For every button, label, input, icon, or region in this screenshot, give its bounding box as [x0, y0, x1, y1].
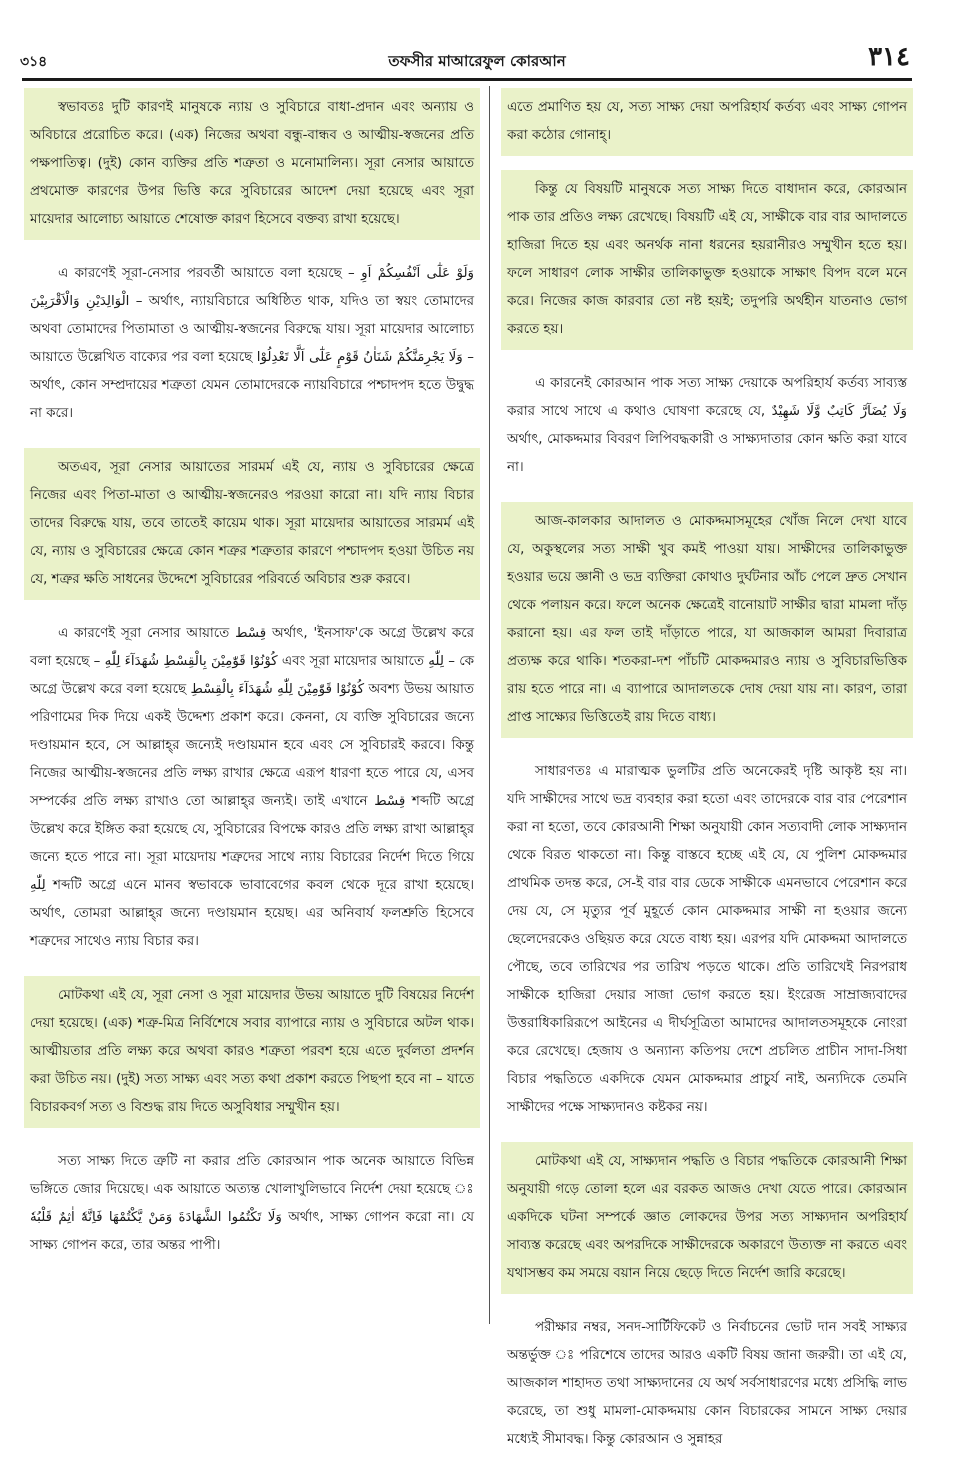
- header-rule: [22, 78, 912, 81]
- paragraph: মোটকথা এই যে, সাক্ষ্যদান পদ্ধতি ও বিচার পদ্ধতিকে কোরআনী শিক্ষা অনুযায়ী গড়ে তোলা হলে এর বরকত আজও দেখা যেতে পারে। কোরআন একদিকে ঘটনা সম্পর্কে জ্ঞাত লোকদের উপর সত্য সাক্ষ্যদান অপরিহার্য সাব্যস্ত করেছে এবং অপরদিকে সাক্ষীদেরকে অকারণে উত্যক্ত না করতে এবং যথাসম্ভব কম সময়ে বয়ান নিয়ে ছেড়ে দিতে নির্দেশ জারি করেছে।: [501, 1142, 913, 1294]
- paragraph: স্বভাবতঃ দুটি কারণই মানুষকে ন্যায় ও সুবিচারে বাধা-প্রদান এবং অন্যায় ও অবিচারে প্ররোচিত করে। (এক) নিজের অথবা বন্ধু-বান্ধব ও আত্মীয়-স্বজনের প্রতি পক্ষপাতিত্ব। (দুই) কোন ব্যক্তির প্রতি শত্রুতা ও মনোমালিন্য। সূরা নেসার আয়াতে প্রথমোক্ত কারণের উপর ভিত্তি করে সুবিচারের আদেশ দেয়া হয়েছে এবং সূরা মায়েদার আলোচ্য আয়াতে শেষোক্ত কারণ হিসেবে বক্তব্য রাখা হয়েছে।: [24, 88, 480, 240]
- page-number-bengali: ৩১৪: [20, 54, 48, 70]
- paragraph: আজ-কালকার আদালত ও মোকদ্দমাসমূহের খোঁজ নিলে দেখা যাবে যে, অকুস্থলের সত্য সাক্ষী খুব কমই পাওয়া যায়। সাক্ষীদের তালিকাভুক্ত হওয়ার ভয়ে জ্ঞানী ও ভদ্র ব্যক্তিরা কোথাও দুর্ঘটনার আঁচ পেলে দ্রুত সেখান থেকে পলায়ন করে। ফলে অনেক ক্ষেত্রেই বানোয়াট সাক্ষীর দ্বারা মামলা দাঁড় করানো হয়। এর ফল তাই দাঁড়াতে পারে, যা আজকাল আমরা দিবারাত্র প্রত্যক্ষ করে থাকি। শতকরা-দশ পাঁচটি মোকদ্দমারও ন্যায় ও সুবিচারভিত্তিক রায় হতে পারে না। এ ব্যাপারে আদালতকে দোষ দেয়া যায় না। কারণ, তারা প্রাপ্ত সাক্ষ্যের ভিত্তিতেই রায় দিতে বাধ্য।: [501, 502, 913, 738]
- paragraph: এ কারনেই কোরআন পাক সত্য সাক্ষ্য দেয়াকে অপরিহার্য কর্তব্য সাব্যস্ত করার সাথে সাথে এ কথাও ঘোষণা করেছে যে, وَلَا يُضَآرَّ كَاتِبٌ وَّلَا شَهِيْدٌ অর্থাৎ, মোকদ্দমার বিবরণ লিপিবদ্ধকারী ও সাক্ষ্যদাতার কোন ক্ষতি করা যাবে না।: [507, 376, 907, 475]
- paragraph: এতে প্রমাণিত হয় যে, সত্য সাক্ষ্য দেয়া অপরিহার্য কর্তব্য এবং সাক্ষ্য গোপন করা কঠোর গোনাহ্।: [501, 88, 913, 156]
- page-number-arabic: ٣١٤: [868, 42, 910, 72]
- right-column: [501, 88, 913, 1447]
- paragraph: পরীক্ষার নম্বর, সনদ-সার্টিফিকেট ও নির্বাচনের ভোট দান সবই সাক্ষ্যর অন্তর্ভুক্ত ঃ পরিশেষে তাদের আরও একটি বিষয় জানা জরুরী। তা এই যে, আজকাল শাহাদত তথা সাক্ষ্যদানের যে অর্থ সর্বসাধারণের মধ্যে প্রসিদ্ধি লাভ করেছে, তা শুধু মামলা-মোকদ্দমায় কোন বিচারকের সামনে সাক্ষ্য দেয়ার মধ্যেই সীমাবদ্ধ। কিন্তু কোরআন ও সুন্নাহর: [507, 1320, 907, 1447]
- column-divider: [489, 86, 490, 1324]
- paragraph: এ কারণেই সূরা নেসার আয়াতে قِسْط অর্থাৎ, 'ইনসাফ'কে অগ্রে উল্লেখ করে বলা হয়েছে – كُوْنُوْا قَوّٰمِيْنَ بِالْقِسْطِ شُهَدَآءَ لِلّٰهِ এবং সূরা মায়েদার আয়াতে لِلّٰهِ – কে অগ্রে উল্লেখ করে বলা হয়েছে كُوْنُوْا قَوّٰمِيْنَ لِلّٰهِ شُهَدَآءَ بِالْقِسْطِ অবশ্য উভয় আয়াত পরিণামের দিক দিয়ে একই উদ্দেশ্য প্রকাশ করে। কেননা, যে ব্যক্তি সুবিচারের জন্যে দণ্ডায়মান হবে, সে আল্লাহ্‌র জন্যেই দণ্ডায়মান হবে এবং সে সুবিচারই করবে। কিন্তু নিজের আত্মীয়-স্বজনের প্রতি লক্ষ্য রাখার ক্ষেত্রে এরূপ ধারণা হতে পারে যে, এসব সম্পর্কের প্রতি লক্ষ্য রাখাও তো আল্লাহ্‌র জন্যই। তাই এখানে قِسْط শব্দটি অগ্রে উল্লেখ করে ইঙ্গিত করা হয়েছে যে, সুবিচারের বিপক্ষে কারও প্রতি লক্ষ্য রাখা আল্লাহ্‌র জন্যে হতে পারে না। সূরা মায়েদায় শত্রুদের সাথে ন্যায় বিচারের নির্দেশ দিতে গিয়ে لِلّٰهِ শব্দটি অগ্রে এনে মানব স্বভাবকে ভাবাবেগের কবল থেকে দূরে রাখা হয়েছে। অর্থাৎ, তোমরা আল্লাহ্‌র জন্যে দণ্ডায়মান হয়েছ। এর অনিবার্য ফলশ্রুতি হিসেবে শত্রুদের সাথেও ন্যায় বিচার কর।: [30, 626, 474, 949]
- paragraph: সত্য সাক্ষ্য দিতে ত্রুটি না করার প্রতি কোরআন পাক অনেক আয়াতে বিভিন্ন ভঙ্গিতে জোর দিয়েছে। এক আয়াতে অত্যন্ত খোলাখুলিভাবে নির্দেশ দেয়া হয়েছে ঃ وَلَا تَكْتُمُوا الشَّهَادَةَ وَمَنْ يَّكْتُمْهَا فَاِنَّهٗٓ اٰثِمٌ قَلْبُهٗ অর্থাৎ, সাক্ষ্য গোপন করো না। যে সাক্ষ্য গোপন করে, তার অন্তর পাপী।: [30, 1154, 474, 1253]
- paragraph: কিন্তু যে বিষয়টি মানুষকে সত্য সাক্ষ্য দিতে বাধাদান করে, কোরআন পাক তার প্রতিও লক্ষ্য রেখেছে। বিষয়টি এই যে, সাক্ষীকে বার বার আদালতে হাজিরা দিতে হয় এবং অনর্থক নানা ধরনের হয়রানীরও সম্মুখীন হতে হয়। ফলে সাধারণ লোক সাক্ষীর তালিকাভুক্ত হওয়াকে সাক্ষাৎ বিপদ বলে মনে করে। নিজের কাজ কারবার তো নষ্ট হয়ই; তদুপরি অর্থহীন যাতনাও ভোগ করতে হয়।: [501, 170, 913, 350]
- left-column: [24, 88, 480, 1320]
- page-header: [0, 38, 954, 74]
- paragraph: অতএব, সূরা নেসার আয়াতের সারমর্ম এই যে, ন্যায় ও সুবিচারের ক্ষেত্রে নিজের এবং পিতা-মাতা ও আত্মীয়-স্বজনেরও পরওয়া কারো না। যদি ন্যায় বিচার তাদের বিরুদ্ধে যায়, তবে তাতেই কায়েম থাক। সূরা মায়েদার আয়াতের সারমর্ম এই যে, ন্যায় ও সুবিচারের ক্ষেত্রে কোন শত্রুর শত্রুতার কারণে পশ্চাদপদ হওয়া উচিত নয় যে, শত্রুর ক্ষতি সাধনের উদ্দেশে সুবিচারের পরিবর্তে অবিচার শুরু করবে।: [24, 448, 480, 600]
- paragraph: মোটকথা এই যে, সূরা নেসা ও সূরা মায়েদার উভয় আয়াতে দুটি বিষয়ের নির্দেশ দেয়া হয়েছে। (এক) শত্রু-মিত্র নির্বিশেষে সবার ব্যাপারে ন্যায় ও সুবিচারে অটল থাক। আত্মীয়তার প্রতি লক্ষ্য করে অথবা কারও শত্রুতা পরবশ হয়ে এতে দুর্বলতা প্রদর্শন করা উচিত নয়। (দুই) সত্য সাক্ষ্য এবং সত্য কথা প্রকাশ করতে পিছপা হবে না – যাতে বিচারকবর্গ সত্য ও বিশুদ্ধ রায় দিতে অসুবিধার সম্মুখীন হয়।: [24, 976, 480, 1128]
- paragraph: সাধারণতঃ এ মারাত্মক ভুলটির প্রতি অনেকেরই দৃষ্টি আকৃষ্ট হয় না। যদি সাক্ষীদের সাথে ভদ্র ব্যবহার করা হতো এবং তাদেরকে বার বার পেরেশান করা না হতো, তবে কোরআনী শিক্ষা অনুযায়ী কোন সত্যবাদী লোক সাক্ষ্যদান থেকে বিরত থাকতো না। কিন্তু বাস্তবে হচ্ছে এই যে, যে পুলিশ মোকদ্দমার প্রাথমিক তদন্ত করে, সে-ই বার বার ডেকে সাক্ষীকে এমনভাবে পেরেশান করে দেয় যে, সে মৃত্যুর পূর্ব মুহূর্তে কোন মোকদ্দমার সাক্ষী না হওয়ার জন্যে ছেলেদেরকেও ওছিয়ত করে যেতে বাধ্য হয়। এরপর যদি মোকদ্দমা আদালতে পৌছে, তবে তারিখের পর তারিখ পড়তে থাকে। প্রতি তারিখেই নিরপরাধ সাক্ষীকে হাজিরা দেয়ার সাজা ভোগ করতে হয়। ইংরেজ সাম্রাজ্যবাদের উত্তরাধিকারিরূপে আইনের এ দীর্ঘসূত্রিতা আমাদের আদালতসমূহকে নোংরা করে রেখেছে। হেজায ও অন্যান্য কতিপয় দেশে প্রচলিত প্রাচীন সাদা-সিধা বিচার পদ্ধতিতে একদিকে যেমন মোকদ্দমার প্রাচুর্য নাই, অন্যদিকে তেমনি সাক্ষীদের পক্ষে সাক্ষ্যদানও কষ্টকর নয়।: [507, 764, 907, 1115]
- paragraph: এ কারণেই সূরা-নেসার পরবর্তী আয়াতে বলা হয়েছে – وَلَوْ عَلٰٓى اَنْفُسِكُمْ اَوِ الْوَالِدَيْنِ وَالْاَقْرَبِيْنَ – অর্থাৎ, ন্যায়বিচারে অধিষ্ঠিত থাক, যদিও তা স্বয়ং তোমাদের অথবা তোমাদের পিতামাতা ও আত্মীয়-স্বজনের বিরুদ্ধে যায়। সূরা মায়েদার আলোচ্য আয়াতে উল্লেখিত বাক্যের পর বলা হয়েছে وَلَا يَجْرِمَنَّكُمْ شَنَاٰنُ قَوْمٍ عَلٰٓى اَلَّا تَعْدِلُوْا – অর্থাৎ, কোন সম্প্রদায়ের শত্রুতা যেমন তোমাদেরকে ন্যায়বিচারে পশ্চাদপদ হতে উদ্বুদ্ধ না করে।: [30, 266, 474, 421]
- running-title: তফসীর মাআরেফুল কোরআন: [388, 52, 566, 70]
